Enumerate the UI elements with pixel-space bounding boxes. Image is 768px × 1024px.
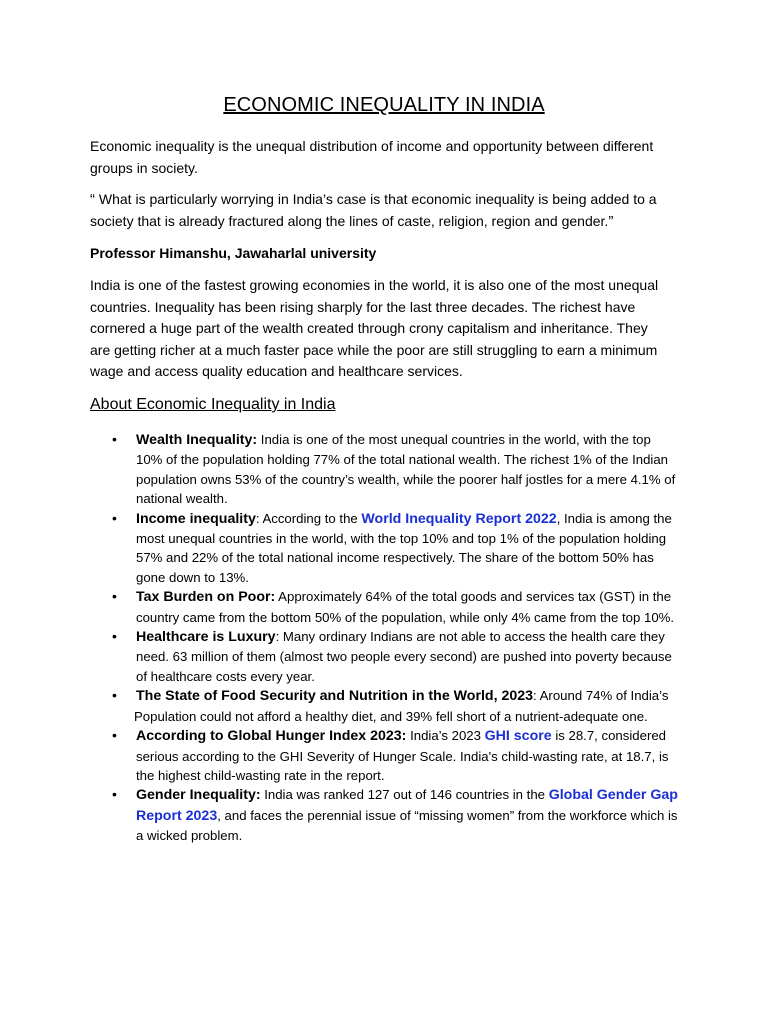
bullet-label: Wealth Inequality: bbox=[136, 432, 258, 448]
bullet-dot: • bbox=[112, 431, 117, 447]
ghi-score-link[interactable]: GHI score bbox=[484, 728, 552, 745]
bullet-dot: • bbox=[112, 628, 117, 645]
open-quote-mark: “ bbox=[90, 191, 95, 208]
bullet-dot: • bbox=[112, 786, 117, 803]
bullet-pre-text: : According to the bbox=[255, 510, 362, 526]
close-quote-mark: ” bbox=[608, 212, 614, 230]
bullet-label: Gender Inequality: bbox=[136, 787, 261, 804]
world-inequality-report-link[interactable]: World Inequality Report 2022 bbox=[361, 510, 557, 527]
bullet-text: : Around 74% of India’s bbox=[533, 688, 669, 704]
bullet-income-inequality bbox=[90, 509, 680, 588]
bullet-dot: • bbox=[112, 727, 117, 744]
section-heading: About Economic Inequality in India bbox=[90, 396, 336, 413]
page-title: ECONOMIC INEQUALITY IN INDIA bbox=[223, 94, 545, 116]
bullet-dot: • bbox=[112, 588, 117, 605]
bullet-text: India is one of the most unequal countries in the world, with the top 10% of the population holding 77% of the total national wealth. The richest 1% of the Indian population owns 53% of the country’s wealth, while the poorer half jostles for a mere 4.1% of national wealth. bbox=[136, 432, 676, 507]
bullet-text: , and faces the perennial issue of “missing women” from the workforce which is a wicked problem. bbox=[136, 807, 678, 844]
global-gender-gap-report-link[interactable]: Global Gender Gap Report 2023 bbox=[136, 787, 678, 824]
bullet-label: According to Global Hunger Index 2023: bbox=[136, 728, 407, 745]
bullet-tax-burden bbox=[90, 587, 680, 627]
bullet-wealth-inequality bbox=[90, 430, 680, 509]
bullet-healthcare-luxury bbox=[90, 627, 680, 686]
quote-text: What is particularly worrying in India’s case is that economic inequality is being added to a society that is already fractured along the lines of caste, religion, region and gender. bbox=[90, 191, 657, 229]
bullet-dot: • bbox=[112, 509, 117, 526]
intro-paragraph: Economic inequality is the unequal distribution of income and opportunity between different groups in society. bbox=[90, 138, 654, 176]
bullet-text: Approximately 64% of the total goods and services tax (GST) in the country came from the bottom 50% of the population, while only 4% came from the top 10%. bbox=[136, 589, 675, 625]
bullet-pre-text: India’s 2023 bbox=[406, 728, 485, 744]
bullet-pre-text: India was ranked 127 out of 146 countries in the bbox=[260, 787, 549, 803]
bullet-global-hunger-index bbox=[90, 726, 680, 785]
bullet-label: The State of Food Security and Nutrition in the World, 2023 bbox=[136, 688, 534, 705]
bullet-label: Healthcare is Luxury bbox=[136, 629, 276, 646]
bullet-label: Tax Burden on Poor: bbox=[136, 589, 276, 606]
bullet-text: , India is among the most unequal countries in the world, with the top 10% and top 1% of the population holding 57% and 22% of the total national income respectively. The share of the bottom 50% has gone down to 13%. bbox=[136, 510, 672, 585]
bullet-continuation: Population could not afford a healthy diet, and 39% fell short of a nutrient-adequate one. bbox=[134, 708, 648, 724]
bullet-label: Income inequality bbox=[136, 510, 256, 527]
bullet-text: is 28.7, considered serious according to the GHI Severity of Hunger Scale. India's child-wasting rate, at 18.7, is the highest child-wasting rate in the report. bbox=[136, 728, 669, 783]
bullet-list bbox=[90, 430, 680, 846]
bullet-text: : Many ordinary Indians are not able to access the health care they need. 63 million of them (almost two people every second) are pushed into poverty because of healthcare costs every year. bbox=[136, 629, 672, 684]
quote-paragraph bbox=[90, 189, 668, 232]
bullet-food-security bbox=[90, 686, 680, 726]
bullet-dot: • bbox=[112, 687, 117, 704]
body-paragraph: India is one of the fastest growing economies in the world, it is also one of the most unequal countries. Inequality has been rising sharply for the last three decades. The richest have cornered a huge part of the wealth created through crony capitalism and inheritance. They are getting richer at a much faster pace while the poor are still struggling to earn a minimum wage and access quality education and healthcare services. bbox=[90, 277, 659, 379]
quote-attribution: Professor Himanshu, Jawaharlal university bbox=[90, 245, 377, 261]
bullet-gender-inequality bbox=[90, 785, 680, 845]
